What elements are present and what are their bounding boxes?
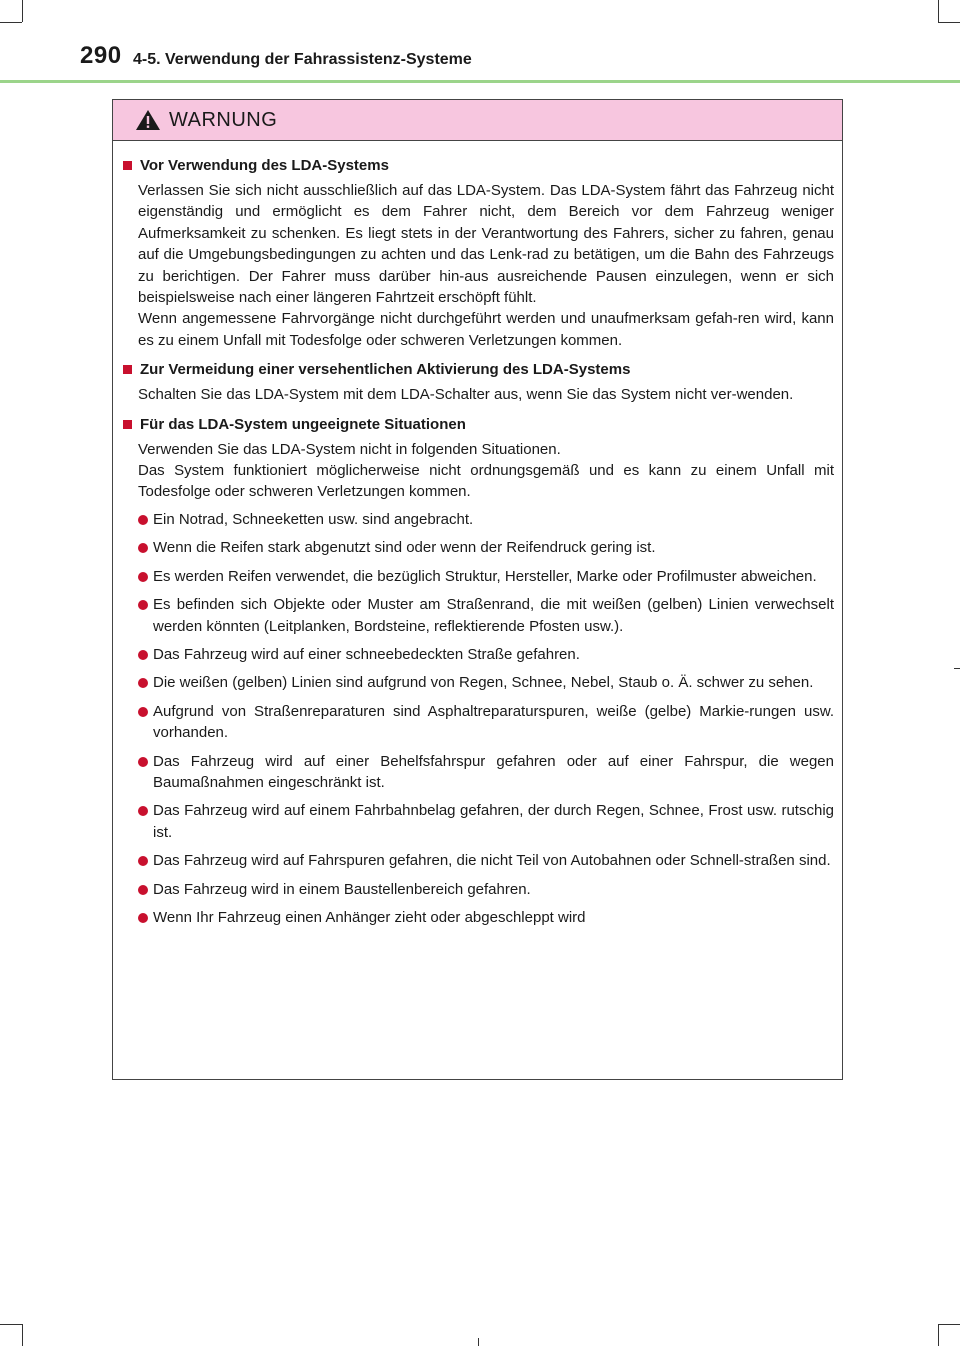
bullet-dot-icon bbox=[138, 515, 148, 525]
bullet-dot-icon bbox=[138, 543, 148, 553]
crop-mark bbox=[0, 1324, 22, 1325]
list-item: Das Fahrzeug wird auf einer Behelfsfahrspur gefahren oder auf einer Fahrspur, die wegen Baumaßnahmen eingeschränkt ist. bbox=[138, 751, 834, 794]
warning-body bbox=[113, 141, 842, 928]
list-item: Wenn Ihr Fahrzeug einen Anhänger zieht oder abgeschleppt wird bbox=[138, 907, 834, 928]
warning-item bbox=[123, 414, 834, 929]
crop-mark bbox=[938, 0, 939, 22]
square-bullet-icon bbox=[123, 420, 132, 429]
page-number: 290 bbox=[80, 42, 122, 69]
item-heading: Vor Verwendung des LDA-Systems bbox=[123, 155, 834, 176]
list-item: Aufgrund von Straßenreparaturen sind Asphaltreparaturspuren, weiße (gelbe) Markie-rungen usw. vorhanden. bbox=[138, 701, 834, 744]
crop-mark bbox=[478, 1338, 479, 1346]
list-item: Das Fahrzeug wird auf Fahrspuren gefahren, die nicht Teil von Autobahnen oder Schnell-straßen sind. bbox=[138, 850, 834, 871]
list-item: Ein Notrad, Schneeketten usw. sind angebracht. bbox=[138, 509, 834, 530]
warning-box bbox=[112, 99, 843, 1080]
list-item: Wenn die Reifen stark abgenutzt sind oder wenn der Reifendruck gering ist. bbox=[138, 537, 834, 558]
warning-item bbox=[123, 359, 834, 405]
list-item: Das Fahrzeug wird auf einer schneebedeckten Straße gefahren. bbox=[138, 644, 834, 665]
bullet-dot-icon bbox=[138, 757, 148, 767]
header-rule bbox=[0, 80, 960, 83]
item-heading: Für das LDA-System ungeeignete Situationen bbox=[123, 414, 834, 435]
crop-mark bbox=[938, 1324, 939, 1346]
paragraph: Wenn angemessene Fahrvorgänge nicht durchgeführt werden und unaufmerksam gefah-ren wird, kann es zu einem Unfall mit Todesfolge oder schweren Verletzungen kommen. bbox=[138, 310, 834, 349]
list-item: Die weißen (gelben) Linien sind aufgrund von Regen, Schnee, Nebel, Staub o. Ä. schwer zu sehen. bbox=[138, 672, 834, 693]
list-item: Das Fahrzeug wird auf einem Fahrbahnbelag gefahren, der durch Regen, Schnee, Frost usw. rutschig ist. bbox=[138, 800, 834, 843]
bullet-dot-icon bbox=[138, 650, 148, 660]
crop-mark bbox=[0, 22, 22, 23]
crop-mark bbox=[954, 668, 960, 669]
paragraph: Verlassen Sie sich nicht ausschließlich auf das LDA-System. Das LDA-System fährt das Fahrzeug nicht eigenständig und ermöglicht es dem Fahrer nicht, dem Bereich vor dem Fahrzeug weniger Aufmerksamkeit zu schenken. Es liegt stets in der Verantwortung des Fahrers, sicher zu fahren, genau auf die Umgebungsbedingungen zu achten und das Lenk-rad zu betätigen, um die Bahn des Fahrzeugs zu berichtigen. Der Fahrer muss darüber hin-aus ausreichende Pausen einzulegen, wenn er sich beispielsweise nach einer längeren Fahrtzeit erschöpft fühlt. bbox=[138, 182, 834, 307]
warning-header bbox=[113, 100, 842, 141]
warning-title: WARNUNG bbox=[169, 108, 278, 131]
paragraph: Das System funktioniert möglicherweise nicht ordnungsgemäß und es kann zu einem Unfall mit Todesfolge oder schweren Verletzungen kommen. bbox=[138, 462, 834, 501]
list-item: Es werden Reifen verwendet, die bezüglich Struktur, Hersteller, Marke oder Profilmuster abweichen. bbox=[138, 566, 834, 587]
bullet-dot-icon bbox=[138, 806, 148, 816]
crop-mark bbox=[22, 0, 23, 22]
bullet-dot-icon bbox=[138, 885, 148, 895]
warning-item bbox=[123, 155, 834, 351]
crop-mark bbox=[22, 1324, 23, 1346]
crop-mark bbox=[938, 1324, 960, 1325]
list-item: Es befinden sich Objekte oder Muster am Straßenrand, die mit weißen (gelben) Linien verwechselt werden könnten (Leitplanken, Bordsteine, reflektierende Pfosten usw.). bbox=[138, 594, 834, 637]
bullet-dot-icon bbox=[138, 707, 148, 717]
bullet-dot-icon bbox=[138, 856, 148, 866]
paragraph: Schalten Sie das LDA-System mit dem LDA-Schalter aus, wenn Sie das System nicht ver-wenden. bbox=[138, 386, 794, 404]
item-heading: Zur Vermeidung einer versehentlichen Aktivierung des LDA-Systems bbox=[123, 359, 834, 380]
bullet-dot-icon bbox=[138, 678, 148, 688]
square-bullet-icon bbox=[123, 365, 132, 374]
list-item: Das Fahrzeug wird in einem Baustellenbereich gefahren. bbox=[138, 879, 834, 900]
paragraph: Verwenden Sie das LDA-System nicht in folgenden Situationen. bbox=[138, 440, 561, 458]
section-title: 4-5. Verwendung der Fahrassistenz-Systeme bbox=[133, 51, 472, 68]
crop-mark bbox=[938, 22, 960, 23]
bullet-dot-icon bbox=[138, 572, 148, 582]
bullet-dot-icon bbox=[138, 600, 148, 610]
bullet-dot-icon bbox=[138, 913, 148, 923]
situation-list bbox=[123, 509, 834, 929]
warning-triangle-icon bbox=[135, 109, 161, 131]
square-bullet-icon bbox=[123, 161, 132, 170]
